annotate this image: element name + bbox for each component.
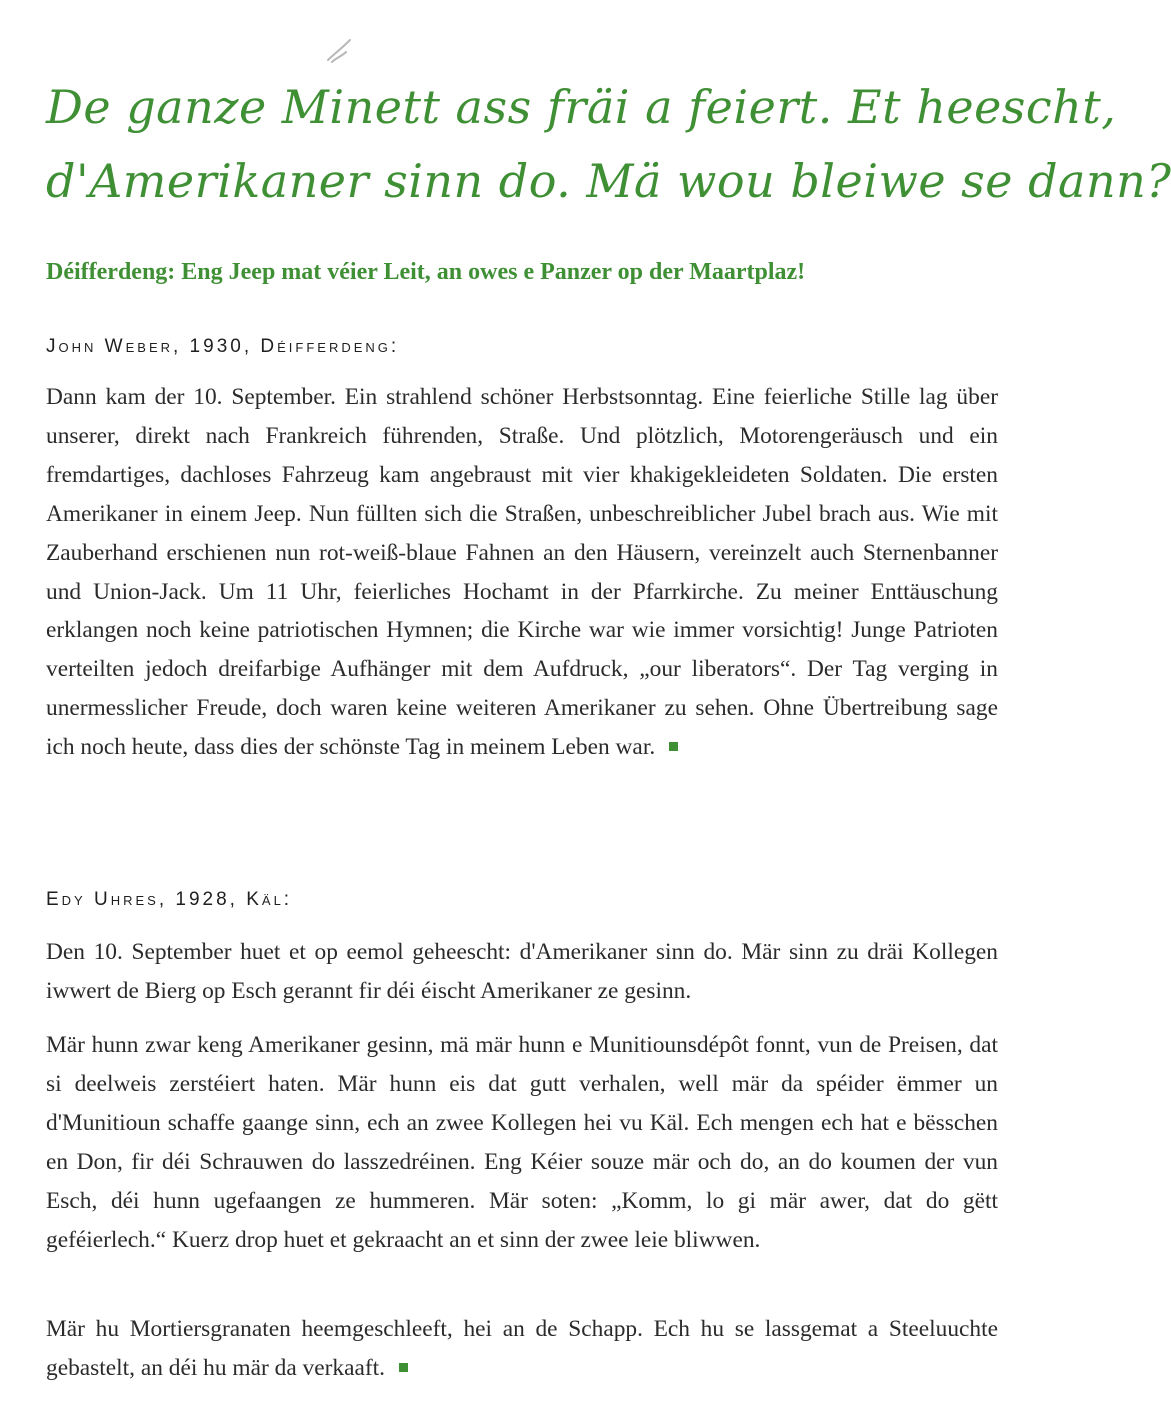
paragraph-text: Mär hu Mortiersgranaten heemgeschleeft, hei an de Schapp. Ech hu se lassgemat a Steeluuchte gebastelt, an déi hu mär da verkaaft. [46, 1316, 998, 1381]
paragraph-text: Dann kam der 10. September. Ein strahlend schöner Herbstsonntag. Eine feierliche Stille lag über unserer, direkt nach Frankreich führenden, Straße. Und plötzlich, Motorengeräusch und ein fremdartiges, dachloses Fahrzeug kam angebraust mit vier khakigekleideten Soldaten. Die ersten Amerikaner in einem Jeep. Nun füllten sich die Straßen, unbeschreiblicher Jubel brach aus. Wie mit Zauberhand erschienen nun rot-weiß-blaue Fahnen an den Häusern, vereinzelt auch Sternenbanner und Union-Jack. Um 11 Uhr, feierliches Hochamt in der Pfarrkirche. Zu meiner Enttäuschung erklangen noch keine patriotischen Hymnen; die Kirche war wie immer vorsichtig! Junge Patrioten verteilten jedoch dreifarbige Aufhänger mit dem Aufdruck, „our liberators“. Der Tag verging in unermesslicher Freude, doch waren keine weiteren Amerikaner zu sehen. Ohne Übertreibung sage ich noch heute, dass dies der schönste Tag in meinem Leben war. [46, 384, 998, 761]
title-line-1: De ganze Minett ass fräi a feiert. Et heescht, [46, 80, 1117, 134]
paragraph-edy-uhres-1: Den 10. September huet et op eemol geheescht: d'Amerikaner sinn do. Mär sinn zu dräi Kollegen iwwert de Bierg op Esch gerannt fir déi éischt Amerikaner ze gesinn. [46, 939, 998, 1004]
subtitle: Déifferdeng: Eng Jeep mat véier Leit, an owes e Panzer op der Maartplaz! [46, 259, 806, 285]
paragraph-john-weber [46, 378, 998, 767]
end-of-section-marker [669, 742, 678, 751]
page-title [46, 70, 1171, 218]
paragraph-edy-uhres-2: Mär hunn zwar keng Amerikaner gesinn, mä mär hunn e Munitiounsdépôt fonnt, vun de Preisen, dat si deelweis zerstéiert haten. Mär hunn eis dat gutt verhalen, well mär da spéider ëmmer un d'Munitioun schaffe gaange sinn, ech an zwee Kollegen hei vu Käl. Ech mengen ech hat e bësschen en Don, fir déi Schrauwen do lasszedréinen. Eng Kéier souze mär och do, an do koumen der vun Esch, déi hunn ugefaangen ze hummeren. Mär soten: „Komm, lo gi mär awer, dat do gëtt geféierlech.“ Kuerz drop huet et gekraacht an et sinn der zwee leie bliwwen. [46, 1032, 998, 1253]
author-heading-john-weber: John Weber, 1930, Déifferdeng: [46, 336, 400, 357]
paragraph-edy-uhres-3 [46, 1310, 998, 1388]
ink-smudge-mark [320, 36, 360, 66]
end-of-section-marker [399, 1363, 408, 1372]
title-line-2: d'Amerikaner sinn do. Mä wou bleiwe se dann? [46, 154, 1171, 208]
author-heading-edy-uhres: Edy Uhres, 1928, Käl: [46, 889, 293, 910]
